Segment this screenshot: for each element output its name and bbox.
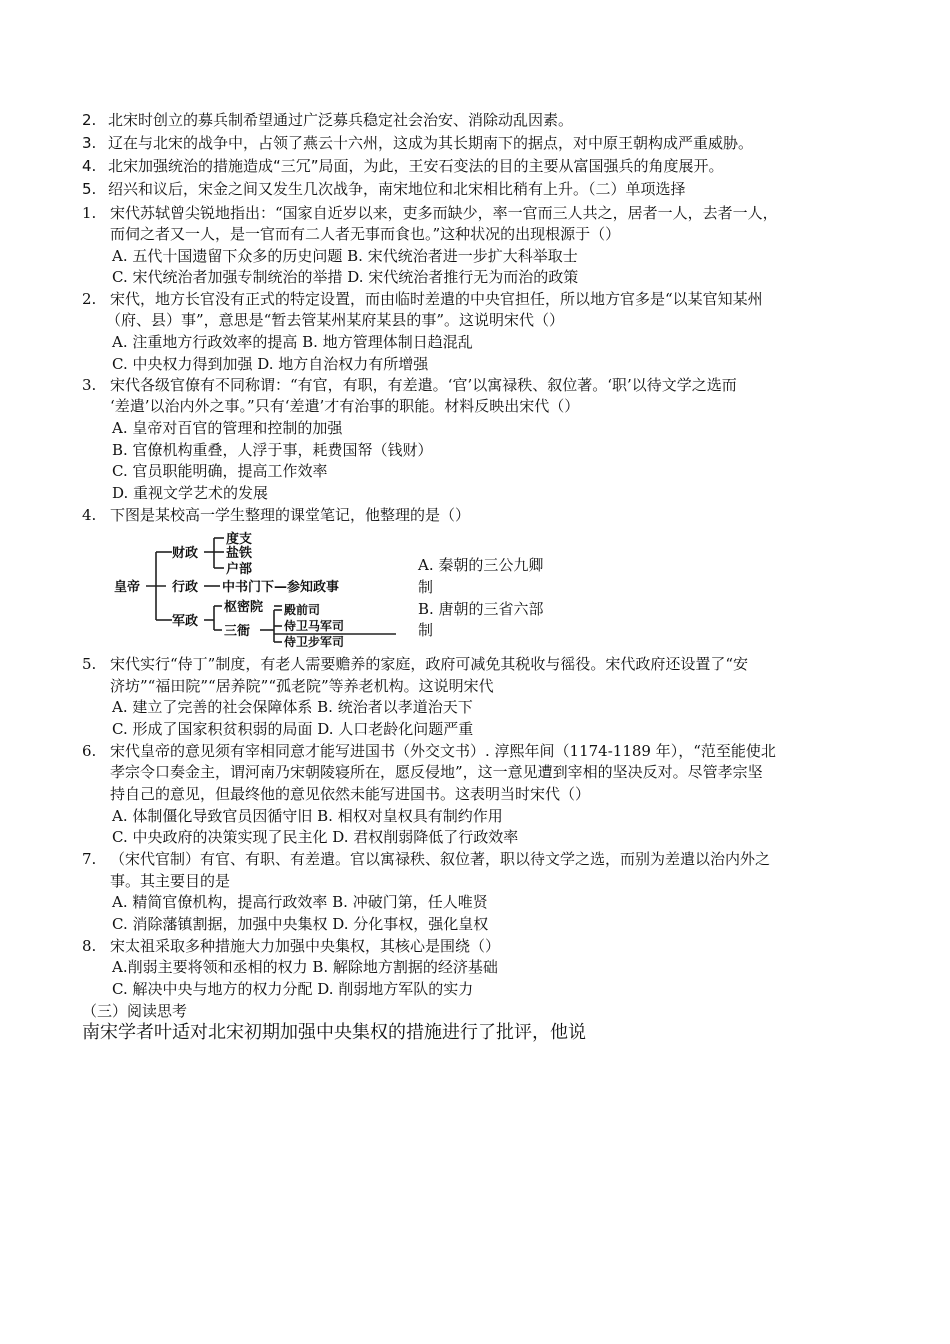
- question-stem-line: ‘差遣’以治内外之事。”只有‘差遣’才有治事的职能。材料反映出宋代（）: [110, 397, 580, 415]
- diagram-admin-chain: 中书门下—参知政事: [222, 580, 340, 595]
- question-stem-line: （府、县）事”，意思是“暂去管某州某府某县的事”。这说明宋代（）: [106, 311, 565, 329]
- question-stem-line: 而伺之者又一人，是一官而有二人者无事而食也。”这种状况的出现根源于（）: [110, 225, 621, 243]
- option-line: C. 解决中央与地方的权力分配 D. 削弱地方军队的实力: [112, 980, 474, 998]
- question-stem-line: 孝宗令口奏金主，谓河南乃宋朝陵寝所在，愿反侵地”，这一意见遭到宰相的坚决反对。尽管孝宗坚: [110, 763, 763, 781]
- diagram-finance-item: 盐铁: [226, 546, 253, 561]
- diagram-root: 皇帝: [114, 580, 141, 595]
- diagram-military-item: 三衙: [224, 624, 251, 639]
- diagram-finance: 财政: [172, 546, 199, 561]
- diagram-finance-item: 度支: [226, 532, 253, 547]
- option-line: B. 官僚机构重叠，人浮于事，耗费国帑（钱财）: [112, 441, 433, 459]
- option-line: B. 唐朝的三省六部: [418, 600, 544, 618]
- diagram-finance-item: 户部: [226, 562, 253, 577]
- question-stem-line: 持自己的意见，但最终他的意见依然未能写进国书。这表明当时宋代（）: [110, 785, 591, 803]
- option-line: C. 官员职能明确，提高工作效率: [112, 462, 328, 480]
- option-line: A. 建立了完善的社会保障体系 B. 统治者以孝道治天下: [112, 698, 473, 716]
- option-line: A. 注重地方行政效率的提高 B. 地方管理体制日趋混乱: [112, 333, 473, 351]
- diagram-sanya-item: 侍卫步军司: [284, 635, 345, 648]
- diagram-military-item: 枢密院: [224, 600, 264, 615]
- option-line: C. 形成了国家积贫积弱的局面 D. 人口老龄化问题严重: [112, 720, 474, 738]
- diagram-military: 军政: [172, 614, 199, 629]
- option-line: C. 消除藩镇割据，加强中央集权 D. 分化事权，强化皇权: [112, 915, 489, 933]
- option-line: C. 中央权力得到加强 D. 地方自治权力有所增强: [112, 355, 429, 373]
- option-line: A. 秦朝的三公九卿: [418, 556, 544, 574]
- reading-text: 南宋学者叶适对北宋初期加强中央集权的措施进行了批评，他说: [82, 1022, 586, 1043]
- option-line: C. 中央政府的决策实现了民主化 D. 君权削弱降低了行政效率: [112, 828, 519, 846]
- option-line: A. 皇帝对百官的管理和控制的加强: [112, 419, 343, 437]
- option-line: A. 精简官僚机构，提高行政效率 B. 冲破门第，任人唯贤: [112, 893, 488, 911]
- diagram-sanya-item: 侍卫马军司: [284, 619, 345, 633]
- document-page: 2. 北宋时创立的募兵制希望通过广泛募兵稳定社会治安、消除动乱因素。 3. 辽在与北宋的战争中，占领了燕云十六州，这成为其长期南下的据点，对中原王朝构成严重威胁。 4. 北宋加强统治的措施造成“三冗”局面，为此，王安石变法的目的主要从富国强兵的角度展开。 5. 绍兴和议后，宋金之间又发生几次战争，南宋地位和北宋相比稍有上升。（二）单项选择 1. 宋代苏轼曾尖锐地指出：“国家自近岁以来，吏多而缺少，率一官而三人共之，居者一人，去者一人， 而伺之者又一人，是一官而有二人者无事而食也。”这种状况的出现根源于（） A. 五代十国遗留下众多的历史问题 B. 宋代统治者进一步扩大科举取士 C. 宋代统治者加强专制统治的举措 D. 宋代统治者推行无为而治的政策 2. 宋代，地方长官没有正式的特定设置，而由临时差遣的中央官担任，所以地方官多是“以某官知某州 （府、县）事”，意思是“暂去管某州某府某县的事”。这说明宋代（） A. 注重地方行政效率的提高 B. 地方管理体制日趋混乱 C. 中央权力得到加强 D. 地方自治权力有所增强 3. 宋代各级官僚有不同称谓：“有官，有职，有差遣。‘官’以寓禄秩、叙位著。‘职’以待文学之选而 ‘差遣’以治内外之事。”只有‘差遣’才有治事的职能。材料反映出宋代（） A. 皇帝对百官的管理和控制的加强 B. 官僚机构重叠，人浮于事，耗费国帑（钱财） C. 官员职能明确，提高工作效率 D. 重视文学艺术的发展 4. 下图是某校高一学生整理的课堂笔记，他整理的是（） 皇帝 财政 度支 盐铁 户部 行政 中书门下—参知政事 军政 枢密院 三衙 殿前司 侍卫马军司 侍卫步军司 A. 秦朝的三公九卿 制 B. 唐朝的三省六部 制 5. 宋代实行“侍丁”制度，有老人需要赡养的家庭，政府可减免其税收与徭役。宋代政府还设置了“安 济坊”“福田院”“居养院”“孤老院”等养老机构。这说明宋代 A. 建立了完善的社会保障体系 B. 统治者以孝道治天下 C. 形成了国家积贫积弱的局面 D. 人口老龄化问题严重 6. 宋代皇帝的意见须有宰相同意才能写进国书（外交文书）. 淳熙年间（1174-1189 年），“范至能使北 孝宗令口奏金主，谓河南乃宋朝陵寝所在，愿反侵地”，这一意见遭到宰相的坚决反对。尽管孝宗坚 持自己的意见，但最终他的意见依然未能写进国书。这表明当时宋代（） A. 体制僵化导致官员因循守旧 B. 相权对皇权具有制约作用 C. 中央政府的决策实现了民主化 D. 君权削弱降低了行政效率 7. （宋代官制）有官、有职、有差遣。官以寓禄秩、叙位著，职以待文学之选，而别为差遣以治内外之 事。其主要目的是 A. 精简官僚机构，提高行政效率 B. 冲破门第，任人唯贤 C. 消除藩镇割据，加强中央集权 D. 分化事权，强化皇权 8. 宋太祖采取多种措施大力加强中央集权，其核心是围绕（） A.削弱主要将领和丞相的权力 B. 解除地方割据的经济基础 C. 解决中央与地方的权力分配 D. 削弱地方军队的实力 （三）阅读思考 南宋学者叶适对北宋初期加强中央集权的措施进行了批评，他说: [82, 111, 778, 1043]
- option-line: C. 宋代统治者加强专制统治的举措 D. 宋代统治者推行无为而治的政策: [112, 268, 579, 286]
- option-line: A. 五代十国遗留下众多的历史问题 B. 宋代统治者进一步扩大科举取士: [112, 247, 578, 265]
- section-heading: （三）阅读思考: [82, 1002, 188, 1020]
- structure-diagram: [110, 530, 410, 648]
- diagram-admin: 行政: [172, 580, 199, 595]
- question-stem-line: 事。其主要目的是: [110, 872, 231, 890]
- option-line: A.削弱主要将领和丞相的权力 B. 解除地方割据的经济基础: [112, 958, 498, 976]
- option-line: 制: [418, 621, 434, 639]
- question-stem-line: 济坊”“福田院”“居养院”“孤老院”等养老机构。这说明宋代: [110, 677, 494, 695]
- option-line: D. 重视文学艺术的发展: [112, 484, 269, 502]
- option-line: 制: [418, 578, 434, 596]
- diagram-sanya-item: 殿前司: [284, 603, 321, 617]
- option-line: A. 体制僵化导致官员因循守旧 B. 相权对皇权具有制约作用: [112, 807, 503, 825]
